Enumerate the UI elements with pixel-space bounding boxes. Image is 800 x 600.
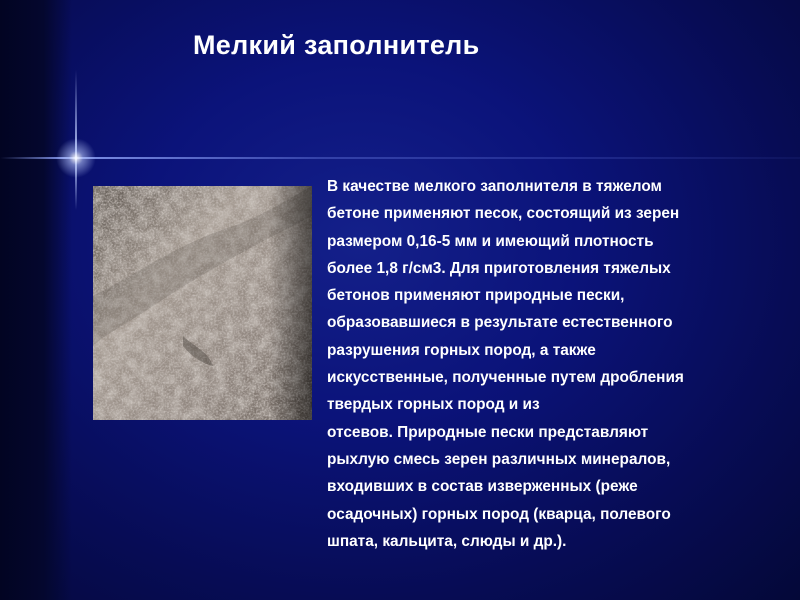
slide-title: Мелкий заполнитель: [193, 30, 480, 60]
sand-photo: [93, 186, 312, 420]
star-sparkle-icon: [56, 138, 96, 178]
decorative-horizontal-line: [0, 157, 800, 159]
left-dark-strip: [0, 0, 72, 600]
slide-body-text: В качестве мелкого заполнителя в тяжелом бетоне применяют песок, состоящий из зерен размером 0,16-5 мм и имеющий плотность более 1,8 г/см3. Для приготовления тяжелых бетонов применяют природные пески, образовавшиеся в результате естественного разрушения горных пород, а также искусственные, полученные путем дробления твердых горных пород и из отсевов. Природные пески представляют рыхлую смесь зерен различных минералов, входивших в состав изверженных (реже осадочных) горных пород (кварца, полевого шпата, кальцита, слюды и др.).: [327, 178, 684, 550]
sand-texture-image: [93, 186, 312, 420]
